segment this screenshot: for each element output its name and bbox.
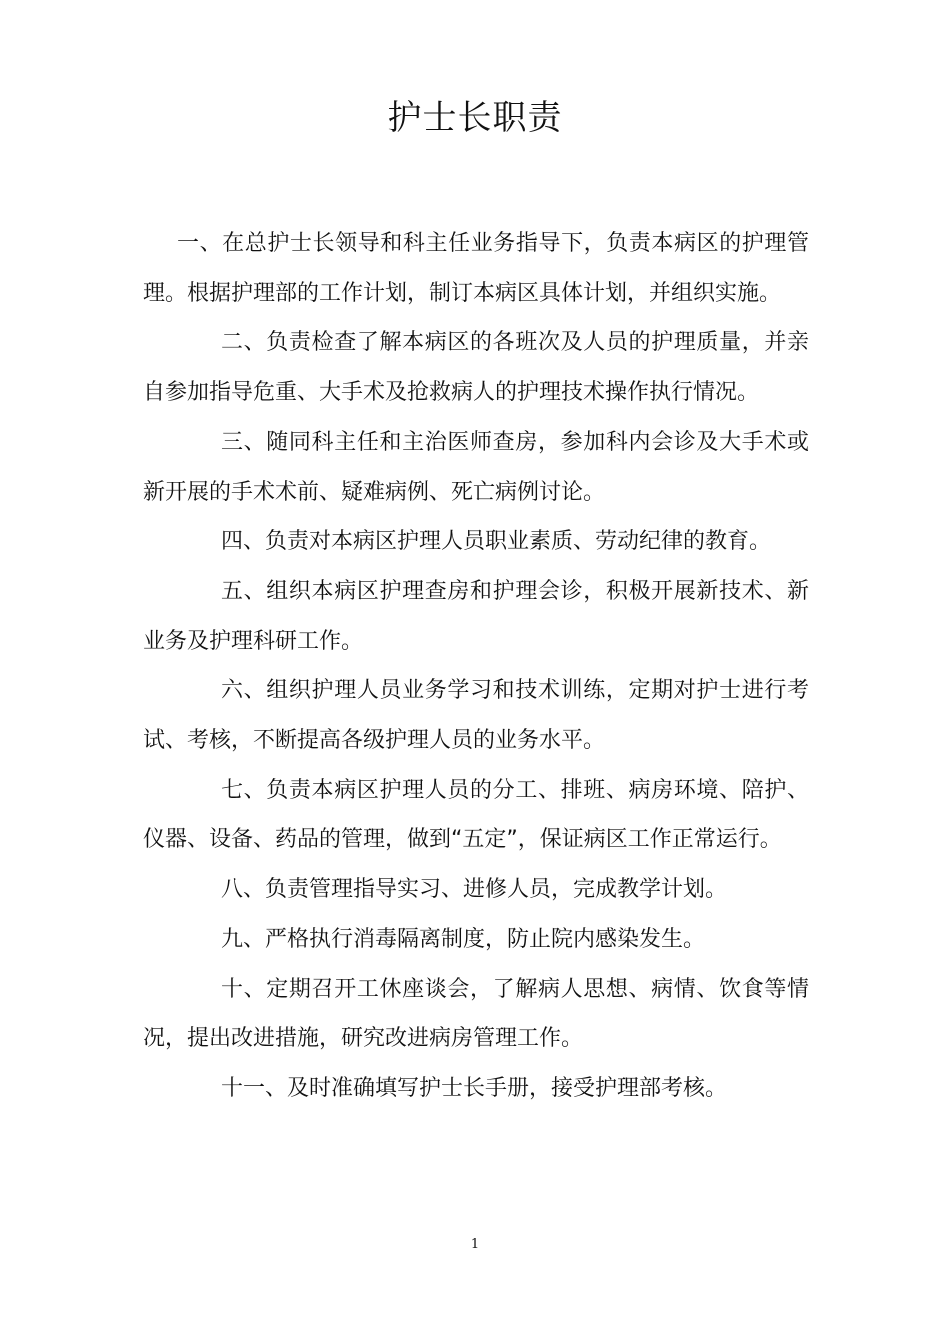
page-title: 护士长职责: [387, 98, 563, 138]
document-body: [143, 219, 809, 1114]
paragraph-9: 九、严格执行消毒隔离制度，防止院内感染发生。: [221, 926, 706, 952]
paragraph-6: 六、组织护理人员业务学习和技术训练，定期对护士进行考试、考核，不断提高各级护理人员的业务水平。: [143, 678, 809, 754]
paragraph-3: 三、随同科主任和主治医师查房，参加科内会诊及大手术或新开展的手术术前、疑难病例、死亡病例讨论。: [143, 429, 809, 505]
paragraph-2: 二、负责检查了解本病区的各班次及人员的护理质量，并亲自参加指导危重、大手术及抢救病人的护理技术操作执行情况。: [143, 330, 809, 406]
paragraph-11: 十一、及时准确填写护士长手册，接受护理部考核。: [221, 1075, 728, 1101]
paragraph-5: 五、组织本病区护理查房和护理会诊，积极开展新技术、新业务及护理科研工作。: [143, 578, 809, 654]
page-number: 1: [470, 1237, 480, 1252]
paragraph-10: 十、定期召开工休座谈会，了解病人思想、病情、饮食等情况，提出改进措施，研究改进病房管理工作。: [143, 976, 809, 1052]
paragraph-1: 一、在总护士长领导和科主任业务指导下，负责本病区的护理管理。根据护理部的工作计划，制订本病区具体计划，并组织实施。: [143, 231, 809, 306]
paragraph-8: 八、负责管理指导实习、进修人员，完成教学计划。: [221, 877, 728, 903]
paragraph-7: 七、负责本病区护理人员的分工、排班、病房环境、陪护、仪器、设备、药品的管理，做到“五定”，保证病区工作正常运行。: [143, 777, 809, 853]
paragraph-4: 四、负责对本病区护理人员职业素质、劳动纪律的教育。: [221, 529, 772, 555]
